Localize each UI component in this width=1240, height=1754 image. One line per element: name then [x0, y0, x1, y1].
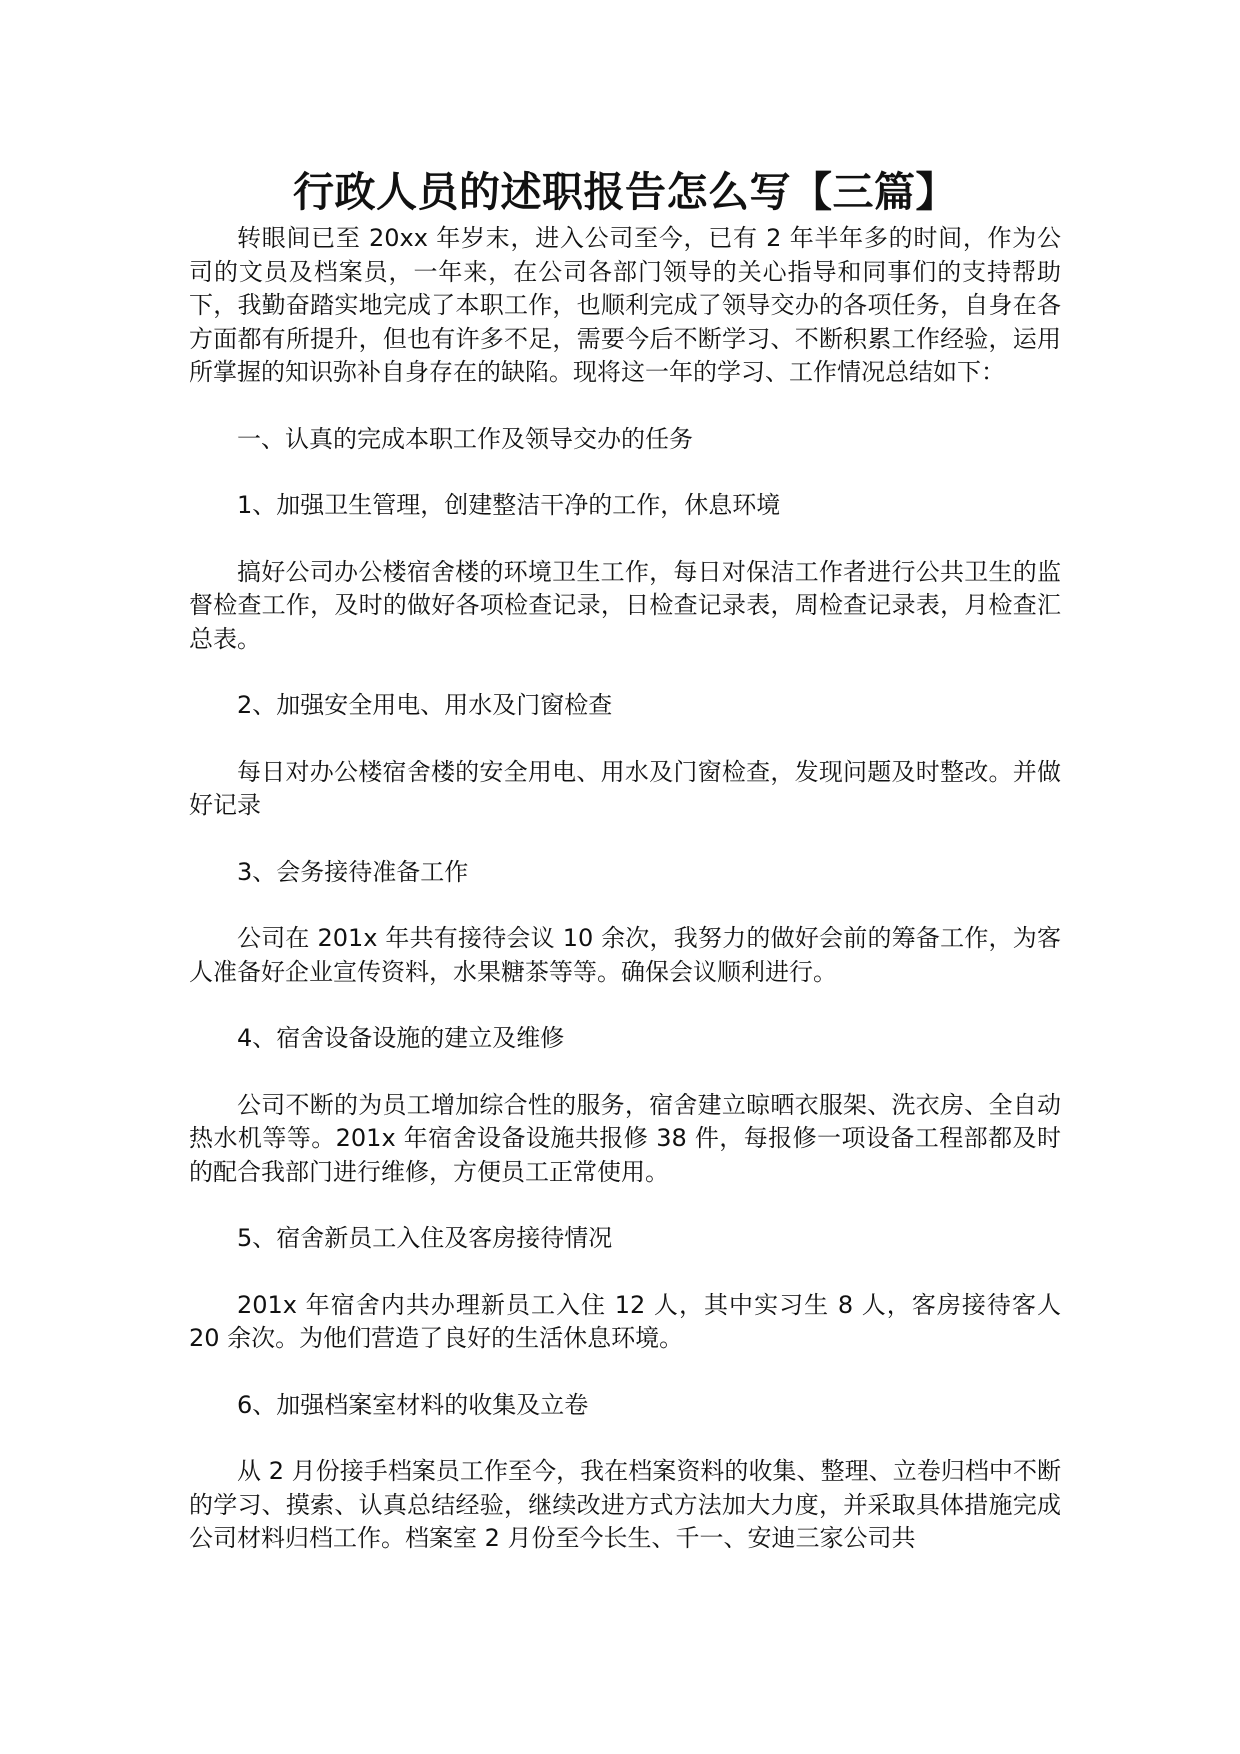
subheading-6: 6、加强档案室材料的收集及立卷 — [237, 1390, 589, 1419]
subheading-1: 1、加强卫生管理，创建整洁干净的工作，休息环境 — [237, 491, 781, 519]
paragraph-intro: 转眼间已至 20xx 年岁末，进入公司至今，已有 2 年半年多的时间，作为公司的文员及档案员，一年来，在公司各部门领导的关心指导和同事们的支持帮助下，我勤奋踏实地完成了本职工作，也顺利完成了领导交办的各项任务，自身在各方面都有所提升，但也有许多不足，需要今后不断学习、不断积累工作经验，运用所掌握的知识弥补自身存在的缺陷。现将这一年的学习、工作情况总结如下： — [189, 224, 1061, 386]
subheading-2: 2、加强安全用电、用水及门窗检查 — [237, 691, 613, 719]
paragraph-meetings: 公司在 201x 年共有接待会议 10 余次，我努力的做好会前的筹备工作，为客人准备好企业宣传资料，水果糖茶等等。确保会议顺利进行。 — [189, 924, 1061, 986]
paragraph-dormitory-facilities: 公司不断的为员工增加综合性的服务，宿舍建立晾晒衣服架、洗衣房、全自动热水机等等。201x 年宿舍设备设施共报修 38 件，每报修一项设备工程部都及时的配合我部门进行维修，方便员工正常使用。 — [189, 1090, 1061, 1186]
paragraph-new-staff: 201x 年宿舍内共办理新员工入住 12 人，其中实习生 8 人，客房接待客人 20 余次。为他们营造了良好的生活休息环境。 — [189, 1290, 1061, 1352]
document-title: 行政人员的述职报告怎么写【三篇】 — [293, 168, 957, 216]
document-page — [189, 166, 1061, 1556]
subheading-4: 4、宿舍设备设施的建立及维修 — [237, 1024, 565, 1052]
subheading-5: 5、宿舍新员工入住及客房接待情况 — [237, 1224, 613, 1252]
paragraph-archives: 从 2 月份接手档案员工作至今，我在档案资料的收集、整理、立卷归档中不断的学习、摸索、认真总结经验，继续改进方式方法加大力度，并采取具体措施完成公司材料归档工作。档案室 2 月份至今长生、千一、安迪三家公司共 — [189, 1457, 1061, 1552]
subheading-3: 3、会务接待准备工作 — [237, 857, 469, 886]
paragraph-safety: 每日对办公楼宿舍楼的安全用电、用水及门窗检查，发现问题及时整改。并做好记录 — [189, 757, 1061, 819]
section-heading-1: 一、认真的完成本职工作及领导交办的任务 — [237, 424, 693, 453]
paragraph-hygiene: 搞好公司办公楼宿舍楼的环境卫生工作，每日对保洁工作者进行公共卫生的监督检查工作，及时的做好各项检查记录，日检查记录表，周检查记录表，月检查汇总表。 — [189, 557, 1061, 653]
